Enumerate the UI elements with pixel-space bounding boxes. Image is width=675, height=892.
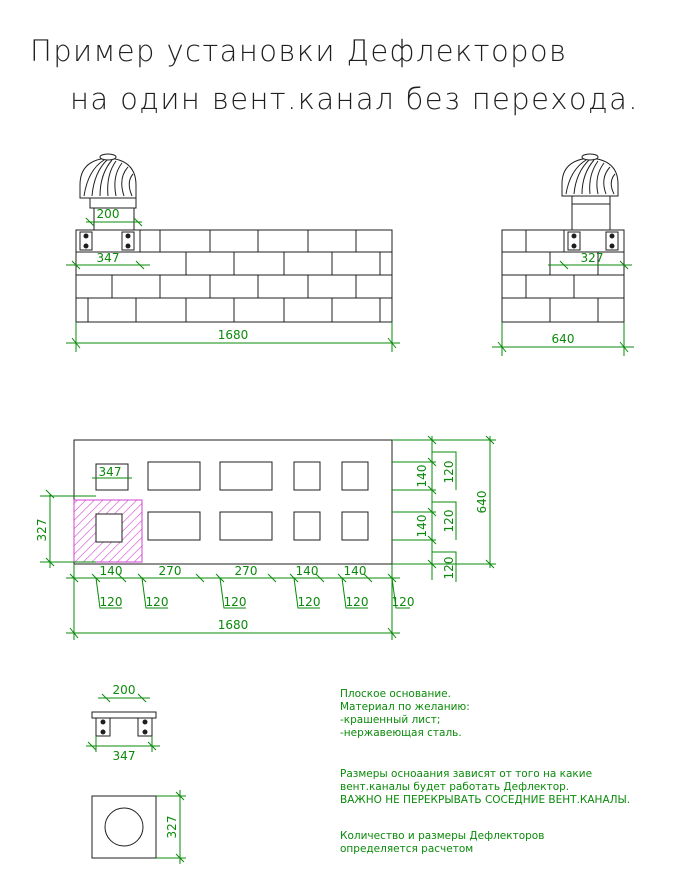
front-dim-347: 347 (96, 251, 120, 265)
plan-gap-4: 120 (297, 595, 321, 609)
side-dim-327: 327 (580, 251, 604, 265)
plan-dim-347: 347 (98, 465, 122, 479)
plan-dim-right-120-3: 120 (442, 556, 456, 580)
base-plate-detail (92, 712, 156, 858)
plan-dim-bottom-4: 140 (295, 564, 319, 578)
plan-dim-right-140-top: 140 (415, 464, 429, 488)
plan-gap-2: 120 (145, 595, 169, 609)
plan-gap-6: 120 (391, 595, 415, 609)
plan-dim-bottom-3: 270 (234, 564, 258, 578)
note-flat-base (340, 688, 470, 740)
note-base-dimensions (340, 768, 630, 807)
plan-dim-right-140-bottom: 140 (415, 514, 429, 538)
plan-dim-bottom-2: 270 (158, 564, 182, 578)
note-line: Плоское основание. (340, 688, 451, 700)
note-calculation (340, 830, 544, 856)
front-dim-1680: 1680 (217, 328, 249, 342)
note-line: ВАЖНО НЕ ПЕРЕКРЫВАТЬ СОСЕДНИЕ ВЕНТ.КАНАЛЫ. (340, 794, 631, 806)
base-dim-347: 347 (112, 749, 136, 763)
plan-dim-1680: 1680 (217, 618, 249, 632)
base-dim-327: 327 (165, 815, 179, 839)
plan-dim-640: 640 (475, 490, 489, 514)
note-line: определяется расчетом (340, 843, 474, 855)
title-line-2: на один вент.канал без перехода. (70, 82, 639, 116)
plan-dim-right-120-2: 120 (442, 509, 456, 533)
turbine-icon (562, 154, 618, 230)
note-line: Размеры осноаания зависят от того на какие (340, 768, 593, 780)
note-line: вент.каналы будет работать Дефлектор. (340, 781, 570, 793)
plan-dim-327: 327 (35, 518, 49, 542)
plan-dim-right-120-1: 120 (442, 460, 456, 484)
note-line: -крашенный лист; (340, 714, 441, 726)
plan-gap-5: 120 (345, 595, 369, 609)
side-view (502, 154, 624, 322)
front-dim-200: 200 (96, 207, 120, 221)
note-line: Количество и размеры Дефлекторов (340, 830, 545, 842)
note-line: -нержавеющая сталь. (340, 727, 462, 739)
plan-dim-bottom-1: 140 (99, 564, 123, 578)
plan-dim-bottom-5: 140 (343, 564, 367, 578)
base-dim-200: 200 (112, 683, 136, 697)
plan-gap-1: 120 (99, 595, 123, 609)
note-line: Материал по желанию: (340, 701, 470, 713)
title-line-1: Пример установки Дефлекторов (30, 34, 568, 68)
side-dim-640: 640 (551, 332, 575, 346)
plan-view (74, 440, 392, 564)
plan-gap-3: 120 (223, 595, 247, 609)
front-view (76, 154, 392, 322)
